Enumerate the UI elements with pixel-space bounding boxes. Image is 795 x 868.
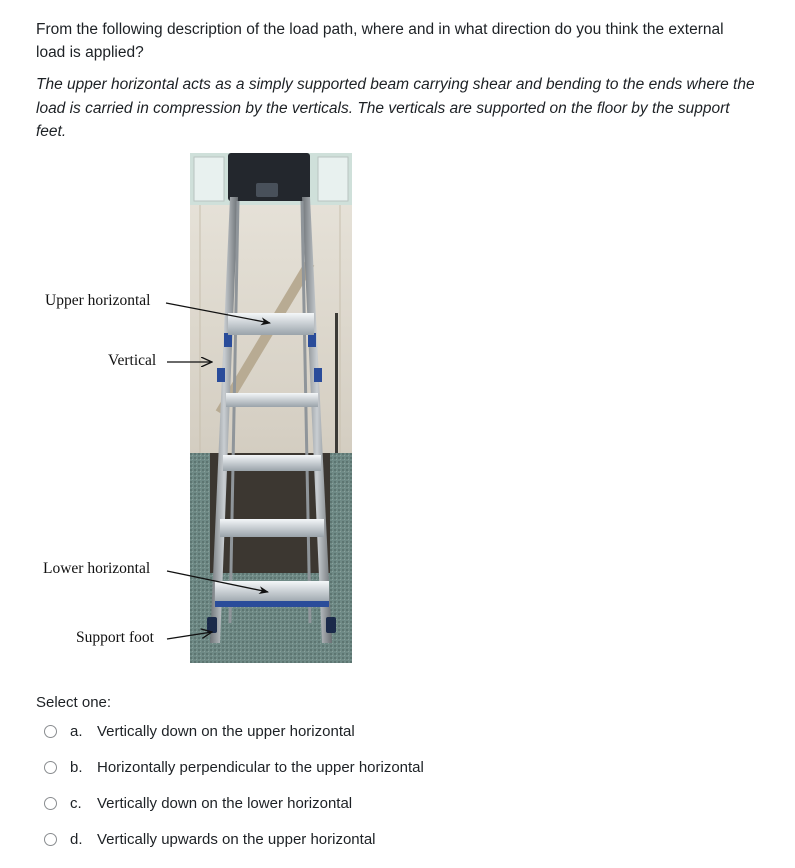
arrow-upper-horizontal xyxy=(166,303,270,323)
description-line-1: The upper horizontal acts as a simply supported beam carrying shear and bending to the ends where the xyxy=(36,76,755,93)
option-a-text[interactable]: Vertically down on the upper horizontal xyxy=(97,722,355,740)
ladder-figure xyxy=(30,150,360,666)
option-a[interactable] xyxy=(44,720,355,742)
description-line-2: load is carried in compression by the verticals. The verticals are supported on the floor by the support xyxy=(36,99,730,117)
option-d[interactable] xyxy=(44,828,376,850)
arrow-support-foot xyxy=(167,632,212,639)
option-b-letter: b. xyxy=(70,758,83,776)
radio-button-a[interactable] xyxy=(44,725,57,738)
option-c[interactable] xyxy=(44,792,352,814)
label-vertical: Vertical xyxy=(108,352,157,369)
option-d-text[interactable]: Vertically upwards on the upper horizontal xyxy=(97,830,376,848)
option-a-letter: a. xyxy=(70,722,83,740)
option-b[interactable] xyxy=(44,756,424,778)
label-upper-horizontal: Upper horizontal xyxy=(45,292,151,309)
option-d-letter: d. xyxy=(70,830,83,848)
option-c-letter: c. xyxy=(70,794,82,812)
question-text xyxy=(36,18,776,64)
radio-button-c[interactable] xyxy=(44,797,57,810)
label-support-foot: Support foot xyxy=(76,629,154,646)
question-line-2: load is applied? xyxy=(36,44,144,61)
option-b-text[interactable]: Horizontally perpendicular to the upper horizontal xyxy=(97,758,424,776)
description-line-3: feet. xyxy=(36,123,67,140)
label-lower-horizontal: Lower horizontal xyxy=(43,560,151,577)
radio-button-d[interactable] xyxy=(44,833,57,846)
option-c-text[interactable]: Vertically down on the lower horizontal xyxy=(97,794,353,812)
label-arrows xyxy=(30,150,360,666)
question-line-1: From the following description of the load path, where and in what direction do you think the external xyxy=(36,21,724,38)
radio-button-b[interactable] xyxy=(44,761,57,774)
arrow-lower-horizontal xyxy=(167,571,268,592)
select-one-prompt: Select one: xyxy=(36,694,112,711)
load-path-description xyxy=(36,73,776,144)
